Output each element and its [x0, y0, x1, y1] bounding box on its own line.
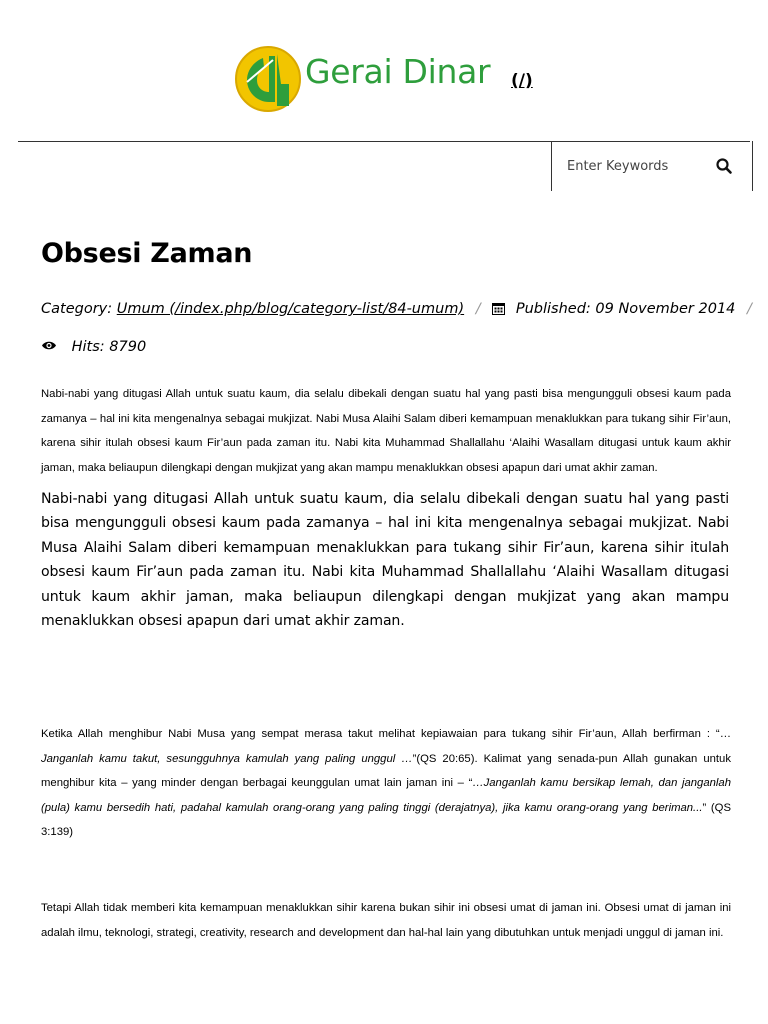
- hits-count: Hits: 8790: [71, 339, 147, 355]
- article-meta: [41, 301, 759, 317]
- search-input[interactable]: [567, 156, 707, 176]
- meta-separator: /: [475, 301, 481, 317]
- article-paragraph-3: [41, 722, 731, 845]
- home-link[interactable]: (/): [511, 71, 533, 91]
- paragraph-3-text-3: ” (QS 3:139): [41, 801, 731, 838]
- paragraph-3-text-2: ”(QS 20:65). Kalimat yang senada-pun Allah gunakan untuk menghibur kita – yang minder dengan berbagai keunggulan umat lain jaman ini – “: [41, 752, 731, 789]
- article-paragraph-2: Nabi-nabi yang ditugasi Allah untuk suatu kaum, dia selalu dibekali dengan suatu hal yang pasti bisa mengungguli obsesi kaum pada zamanya – hal ini kita mengenalnya sebagai mukjizat. Nabi Musa Alaihi Salam diberi kemampuan menaklukkan para tukang sihir Fir’aun, karena sihir itulah obsesi kaum Fir’aun pada zaman itu. Nabi kita Muhammad Shallallahu ‘Alaihi Wasallam ditugasi untuk kaum akhir jaman, maka beliaupun dilengkapi dengan mukjizat yang akan mampu menaklukkan obsesi apapun dari umat akhir zaman.: [41, 491, 729, 630]
- paragraph-3-text-1: Ketika Allah menghibur Nabi Musa yang sempat merasa takut melihat kepiawaian para tukang sihir Fir’aun, Allah berfirman : “…: [41, 728, 731, 740]
- article-hits: [41, 339, 146, 355]
- eye-icon: [41, 340, 57, 351]
- gerai-dinar-logo-icon: [233, 44, 303, 114]
- article-paragraph-1: Nabi-nabi yang ditugasi Allah untuk suatu kaum, dia selalu dibekali dengan suatu hal yang pasti bisa mengungguli obsesi kaum pada zamanya – hal ini kita mengenalnya sebagai mukjizat. Nabi Musa Alaihi Salam diberi kemampuan menaklukkan para tukang sihir Fir’aun, karena sihir itulah obsesi kaum Fir’aun pada zaman itu. Nabi kita Muhammad Shallallahu ‘Alaihi Wasallam ditugasi untuk kaum akhir jaman, maka beliaupun dilengkapi dengan mukjizat yang akan mampu menaklukkan obsesi apapun dari umat akhir zaman.: [41, 388, 731, 474]
- site-header: [0, 0, 768, 140]
- category-label: Category:: [41, 301, 113, 317]
- site-logo[interactable]: [233, 44, 533, 114]
- search-box: [551, 141, 753, 191]
- search-icon[interactable]: [715, 157, 733, 175]
- quran-quote-2: …Janganlah kamu bersikap lemah, dan janganlah (pula) kamu bersedih hati, padahal kamulah orang-orang yang paling tinggi (derajatnya), jika kamu orang-orang yang beriman...: [41, 777, 731, 814]
- category-link[interactable]: Umum (/index.php/blog/category-list/84-umum): [116, 301, 465, 317]
- published-date: Published: 09 November 2014: [515, 301, 736, 317]
- calendar-icon: [492, 302, 505, 315]
- quran-quote-1: Janganlah kamu takut, sesungguhnya kamulah yang paling unggul …: [41, 752, 413, 765]
- article-title: Obsesi Zaman: [41, 238, 253, 269]
- meta-separator-2: /: [747, 301, 752, 317]
- brand-name: Gerai Dinar: [305, 52, 491, 91]
- article-paragraph-4: Tetapi Allah tidak memberi kita kemampuan menaklukkan sihir karena bukan sihir ini obsesi umat di jaman ini. Obsesi umat di jaman ini adalah ilmu, teknologi, strategi, creativity, research and development dan hal-hal lain yang dibutuhkan untuk menjadi unggul di jaman ini.: [41, 902, 731, 939]
